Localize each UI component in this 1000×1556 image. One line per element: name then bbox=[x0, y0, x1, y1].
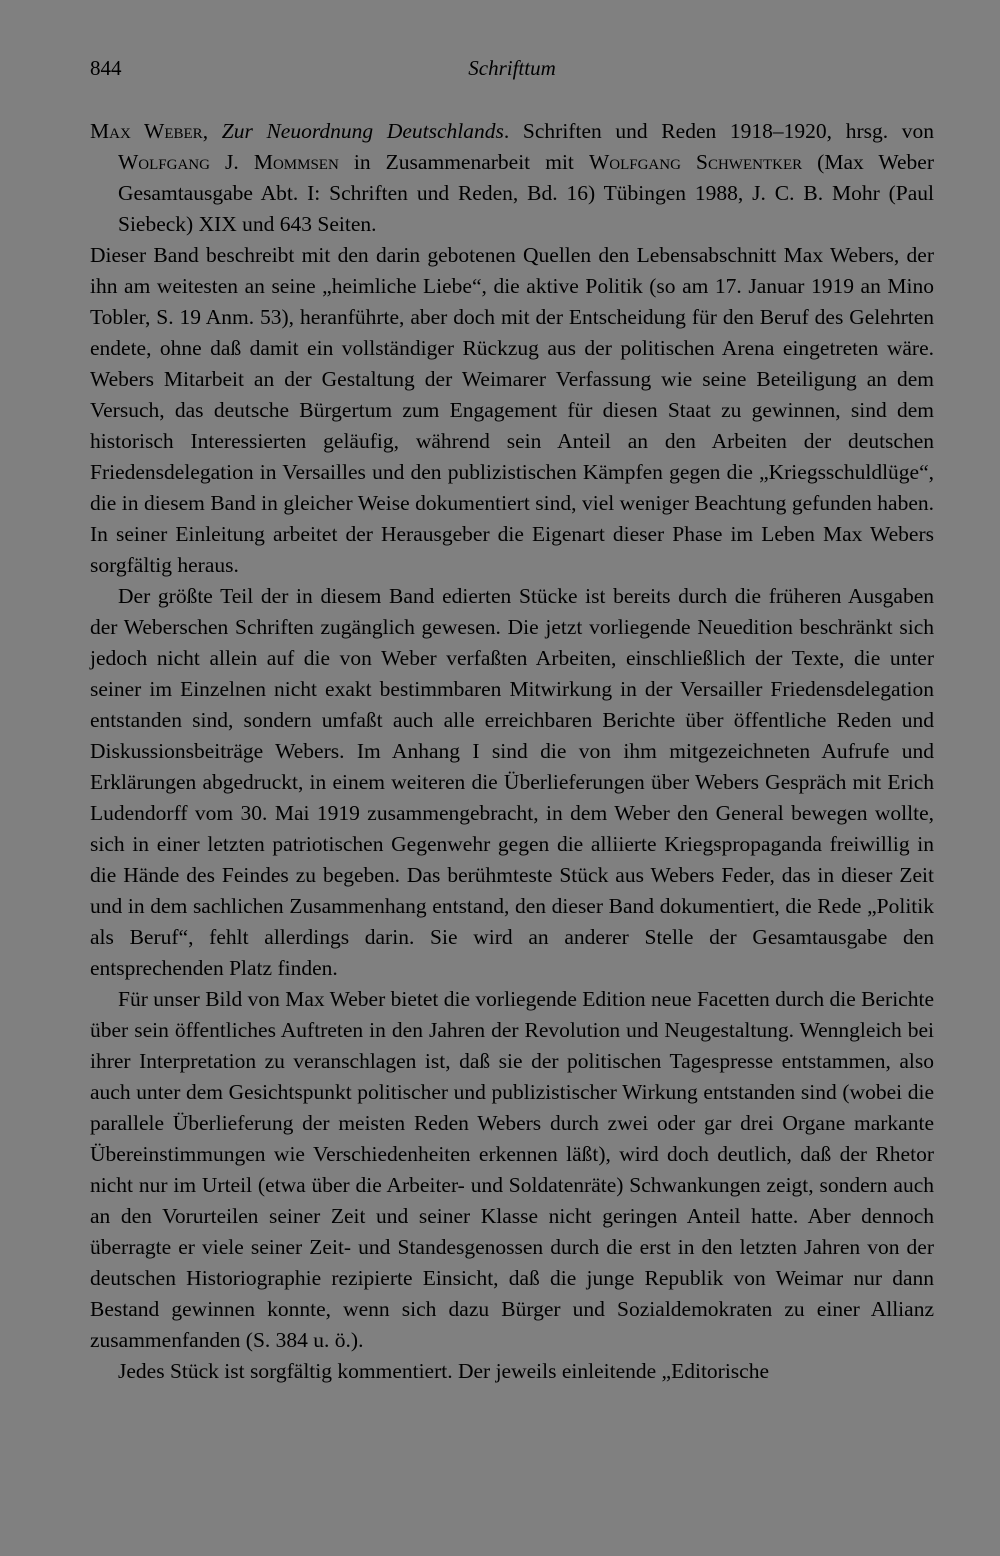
page-number: 844 bbox=[90, 56, 122, 80]
paragraph-4: Jedes Stück ist sorgfältig kommentiert. Der jeweils einleitende „Editorische bbox=[118, 1359, 770, 1383]
running-title: Schrifttum bbox=[468, 56, 556, 80]
page-body bbox=[90, 116, 934, 1387]
citation-editor-1: Wolfgang J. Mommsen bbox=[118, 150, 339, 174]
citation-text-1: . Schriften und Reden 1918–1920, hrsg. von bbox=[503, 119, 935, 143]
citation-text-3: (Max Weber Gesamtausgabe Abt. I: Schriften und Reden, Bd. 16) Tübingen 1988, J. C. B. Mohr (Paul Siebeck) XIX und 643 Seiten. bbox=[118, 150, 934, 236]
page-header bbox=[90, 52, 934, 84]
citation-editor-2: Wolfgang Schwentker bbox=[588, 150, 803, 174]
citation-author: Max Weber bbox=[90, 119, 203, 143]
citation-text-2: in Zusammenarbeit mit bbox=[338, 150, 589, 174]
paragraph-3: Für unser Bild von Max Weber bietet die vorliegende Edition neue Facetten durch die Berichte über sein öffentliches Auftreten in den Jahren der Revolution und Neugestaltung. Wenngleich bei ihrer Interpretation zu veranschlagen ist, daß sie der politischen Tagespresse entstammen, also auch unter dem Gesichtspunkt politischer und publizistischer Wirkung entstanden sind (wobei die parallele Überlieferung der meisten Reden Webers durch zwei oder gar drei Organe markante Übereinstimmungen wie Verschiedenheiten erkennen läßt), wird doch deutlich, daß der Rhetor nicht nur im Urteil (etwa über die Arbeiter- und Soldatenräte) Schwankungen zeigt, sondern auch an den Vorurteilen seiner Zeit und seiner Klasse nicht geringen Anteil hatte. Aber dennoch überragte er viele seiner Zeit- und Standesgenossen durch die erst in den letzten Jahren von der deutschen Historiographie rezipierte Einsicht, daß die junge Republik von Weimar nur dann Bestand gewinnen konnte, wenn sich dazu Bürger und Sozialdemokraten zu einer Allianz zusammenfanden (S. 384 u. ö.). bbox=[90, 987, 934, 1352]
paragraph-2: Der größte Teil der in diesem Band edierten Stücke ist bereits durch die früheren Ausgaben der Weberschen Schriften zugänglich gewesen. Die jetzt vorliegende Neuedition beschränkt sich jedoch nicht allein auf die von Weber verfaßten Arbeiten, einschließlich der Texte, die unter seiner im Einzelnen nicht exakt bestimmbaren Mitwirkung in der Versailler Friedensdelegation entstanden sind, sondern umfaßt auch alle erreichbaren Berichte über öffentliche Reden und Diskussionsbeiträge Webers. Im Anhang I sind die von ihm mitgezeichneten Aufrufe und Erklärungen abgedruckt, in einem weiteren die Überlieferungen über Webers Gespräch mit Erich Ludendorff vom 30. Mai 1919 zusammengebracht, in dem Weber den General bewegen wollte, sich in einer letzten patriotischen Gegenwehr gegen die alliierte Kriegspropaganda freiwillig in die Hände des Feindes zu begeben. Das berühmteste Stück aus Webers Feder, das in dieser Zeit und in dem sachlichen Zusammenhang entstand, den dieser Band dokumentiert, die Rede „Politik als Beruf“, fehlt allerdings darin. Sie wird an anderer Stelle der Gesamtausgabe den entsprechenden Platz finden. bbox=[90, 584, 934, 980]
paragraph-1: Dieser Band beschreibt mit den darin gebotenen Quellen den Lebensabschnitt Max Webers, der ihn am weitesten an seine „heimliche Liebe“, die aktive Politik (so am 17. Januar 1919 an Mino Tobler, S. 19 Anm. 53), heranführte, aber doch mit der Entscheidung für den Beruf des Gelehrten endete, ohne daß damit ein vollständiger Rückzug aus der politischen Arena eingetreten wäre. Webers Mitarbeit an der Gestaltung der Weimarer Verfassung wie seine Beteiligung an dem Versuch, das deutsche Bürgertum zum Engagement für diesen Staat zu gewinnen, sind dem historisch Interessierten geläufig, während sein Anteil an den Arbeiten der deutschen Friedensdelegation in Versailles und den publizistischen Kämpfen gegen die „Kriegsschuldlüge“, die in diesem Band in gleicher Weise dokumentiert sind, viel weniger Beachtung gefunden haben. In seiner Einleitung arbeitet der Herausgeber die Eigenart dieser Phase im Leben Max Webers sorgfältig heraus. bbox=[90, 243, 934, 577]
citation-title: Zur Neuordnung Deutschlands bbox=[221, 119, 504, 143]
bibliographic-citation bbox=[90, 116, 934, 240]
citation-separator: , bbox=[202, 119, 222, 143]
